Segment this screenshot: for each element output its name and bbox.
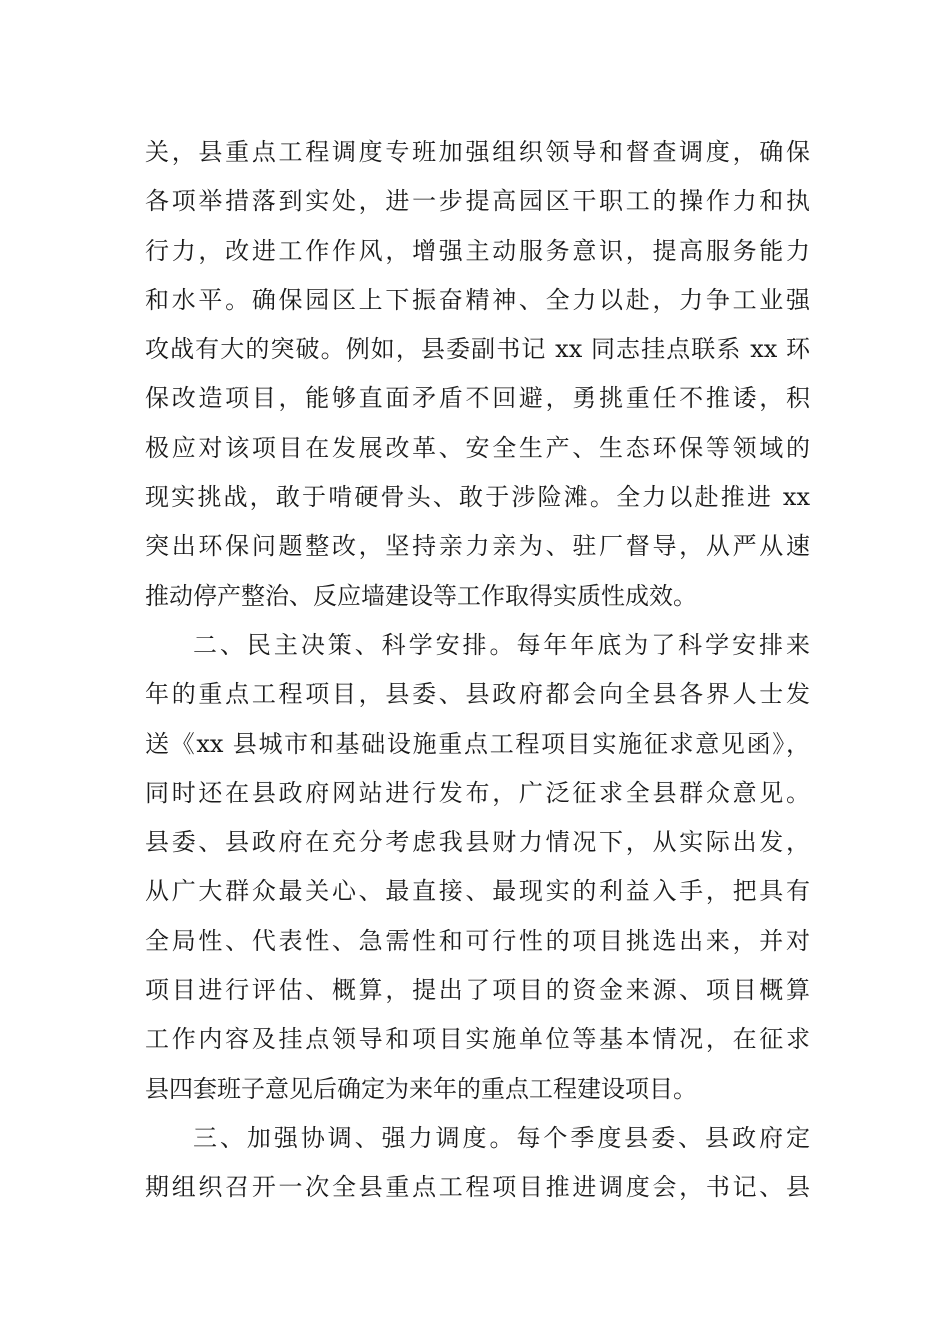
text-line: 突出环保问题整改，坚持亲力亲为、驻厂督导，从严从速 bbox=[145, 532, 810, 561]
text-line: 从广大群众最关心、最直接、最现实的利益入手，把具有 bbox=[145, 877, 810, 906]
text-line: 行力，改进工作作风，增强主动服务意识，提高服务能力 bbox=[145, 236, 810, 265]
text-line: 关，县重点工程调度专班加强组织领导和督查调度，确保 bbox=[145, 138, 810, 166]
text-line: 工作内容及挂点领导和项目实施单位等基本情况，在征求 bbox=[145, 1025, 810, 1054]
text-line: 保改造项目，能够直面矛盾不回避，勇挑重任不推诿，积 bbox=[145, 384, 810, 413]
text-line: 推动停产整治、反应墙建设等工作取得实质性成效。 bbox=[145, 581, 697, 610]
text-line: 期组织召开一次全县重点工程项目推进调度会，书记、县 bbox=[145, 1173, 810, 1202]
text-line: 年的重点工程项目，县委、县政府都会向全县各界人士发 bbox=[145, 680, 810, 709]
text-line: 极应对该项目在发展改革、安全生产、生态环保等领域的 bbox=[145, 433, 810, 462]
text-line: 项目进行评估、概算，提出了项目的资金来源、项目概算 bbox=[145, 976, 810, 1005]
text-line: 现实挑战，敢于啃硬骨头、敢于涉险滩。全力以赴推进 xx bbox=[145, 483, 810, 512]
text-line: 同时还在县政府网站进行发布，广泛征求全县群众意见。 bbox=[145, 778, 810, 807]
text-line: 县委、县政府在充分考虑我县财力情况下，从实际出发， bbox=[145, 828, 810, 857]
text-line: 各项举措落到实处，进一步提高园区干职工的操作力和执 bbox=[145, 187, 810, 216]
body-text bbox=[145, 128, 810, 1213]
section-two-heading-line: 二、民主决策、科学安排。每年年底为了科学安排来 bbox=[193, 630, 810, 659]
section-three-heading-line: 三、加强协调、强力调度。每个季度县委、县政府定 bbox=[193, 1123, 810, 1152]
text-line: 全局性、代表性、急需性和可行性的项目挑选出来，并对 bbox=[145, 926, 810, 955]
text-line: 县四套班子意见后确定为来年的重点工程建设项目。 bbox=[145, 1074, 697, 1103]
text-line: 送《xx 县城市和基础设施重点工程项目实施征求意见函》， bbox=[145, 729, 810, 758]
text-line: 攻战有大的突破。例如，县委副书记 xx 同志挂点联系 xx 环 bbox=[145, 335, 810, 364]
text-line: 和水平。确保园区上下振奋精神、全力以赴，力争工业强 bbox=[145, 285, 810, 314]
